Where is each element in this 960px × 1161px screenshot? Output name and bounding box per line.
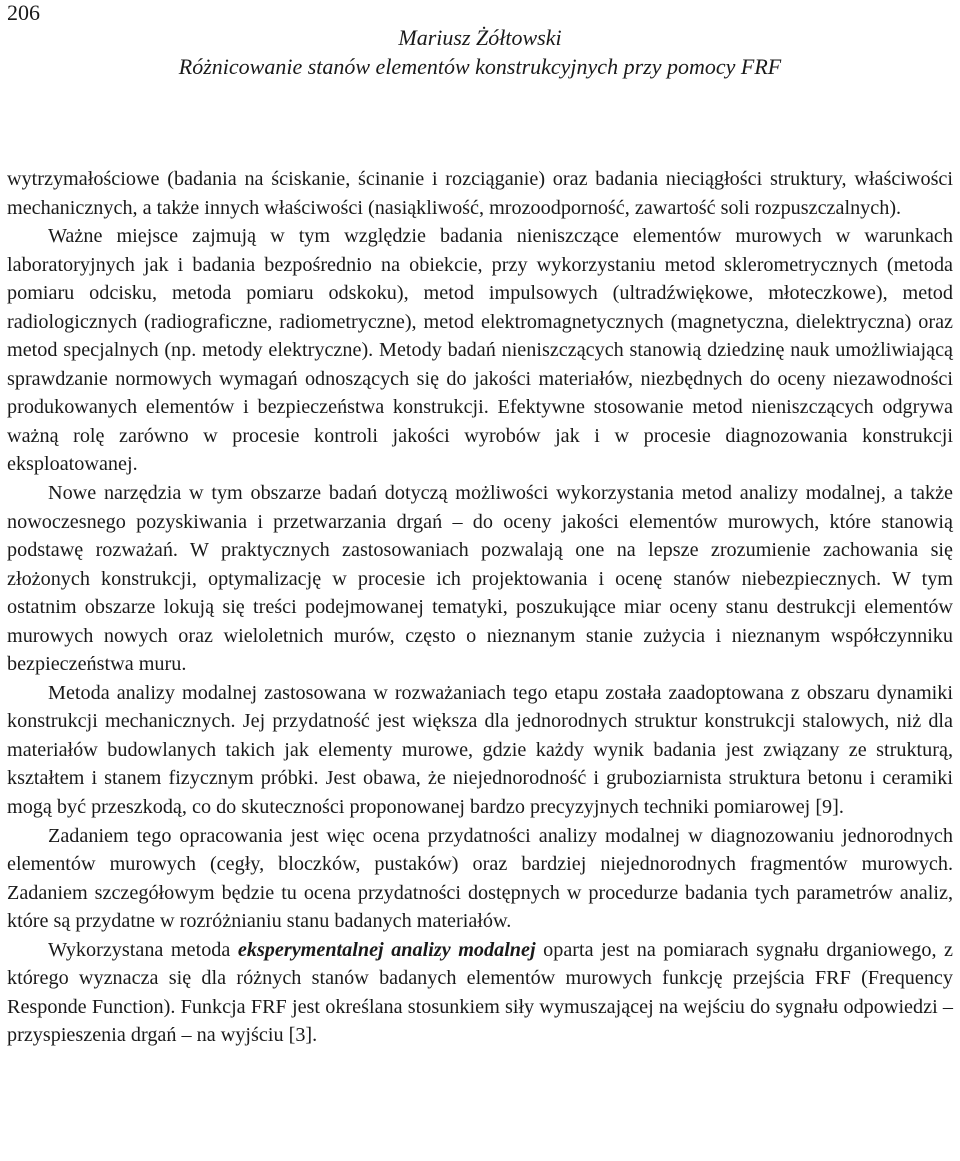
paragraph: Nowe narzędzia w tym obszarze badań dotyczą możliwości wykorzystania metod analizy modalnej, a także nowoczesnego pozyskiwania i przetwarzania drgań – do oceny jakości elementów murowych, które stanowią podstawę rozważań. W praktycznych zastosowaniach pozwalają one na lepsze zrozumienie zachowania się złożonych konstrukcji, optymalizację w procesie ich projektowania i ocenę stanów niebezpiecznych. W tym ostatnim obszarze lokują się treści podejmowanej tematyki, poszukujące miar oceny stanu destrukcji elementów murowych nowych oraz wieloletnich murów, często o nieznanym stanie zużycia i nieznanym współczynniku bezpieczeństwa muru. <box>7 482 953 676</box>
paragraph: wytrzymałościowe (badania na ściskanie, ścinanie i rozciąganie) oraz badania nieciągłości struktury, właściwości mechanicznych, a także innych właściwości (nasiąkliwość, mrozoodporność, zawartość soli rozpuszczalnych). <box>7 168 953 219</box>
paragraph: Metoda analizy modalnej zastosowana w rozważaniach tego etapu została zaadoptowana z obszaru dynamiki konstrukcji mechanicznych. Jej przydatność jest większa dla jednorodnych struktur konstrukcji stalowych, niż dla materiałów budowlanych takich jak elementy murowe, gdzie każdy wynik badania jest związany ze strukturą, kształtem i stanem fizycznym próbki. Jest obawa, że niejednorodność i gruboziarnista struktura betonu i ceramiki mogą być przeszkodą, co do skuteczności proponowanej bardzo precyzyjnych techniki pomiarowej [9]. <box>7 681 953 819</box>
emphasized-term: eksperymentalnej analizy modalnej <box>237 938 536 961</box>
paragraph <box>7 936 953 1050</box>
header-title: Różnicowanie stanów elementów konstrukcyjnych przy pomocy FRF <box>178 54 782 79</box>
article-body <box>7 165 953 1050</box>
running-header <box>0 23 960 81</box>
page-number: 206 <box>7 0 40 25</box>
header-author: Mariusz Żółtowski <box>398 25 562 50</box>
paragraph-text: Wykorzystana metoda <box>48 938 238 961</box>
paragraph-text: oparta jest na pomiarach sygnału drganiowego, z którego wyznacza się dla różnych stanów badanych elementów murowych funkcję przejścia FRF (Frequency Responde Function). Funkcja FRF jest określana stosunkiem siły wymuszającej na wejściu do sygnału odpowiedzi – przyspieszenia drgań – na wyjściu [3]. <box>7 938 953 1047</box>
paragraph: Zadaniem tego opracowania jest więc ocena przydatności analizy modalnej w diagnozowaniu jednorodnych elementów murowych (cegły, bloczków, pustaków) oraz bardziej niejednorodnych fragmentów murowych. Zadaniem szczegółowym będzie tu ocena przydatności dostępnych w procedurze badania tych parametrów analiz, które są przydatne w rozróżnianiu stanu badanych materiałów. <box>7 824 953 933</box>
paragraph: Ważne miejsce zajmują w tym względzie badania nieniszczące elementów murowych w warunkach laboratoryjnych jak i badania bezpośrednio na obiekcie, przy wykorzystaniu metod sklerometrycznych (metoda pomiaru odcisku, metoda pomiaru odskoku), metod impulsowych (ultradźwiękowe, młoteczkowe), metod radiologicznych (radiograficzne, radiometryczne), metod elektromagnetycznych (magnetyczna, dielektryczna) oraz metod specjalnych (np. metody elektryczne). Metody badań nieniszczących stanowią dziedzinę nauk umożliwiającą sprawdzanie normowych wymagań odnoszących się do jakości materiałów, niezbędnych do oceny niezawodności produkowanych elementów i bezpieczeństwa konstrukcji. Efektywne stosowanie metod nieniszczących odgrywa ważną rolę zarówno w procesie kontroli jakości wyrobów jak i w procesie diagnozowania konstrukcji eksploatowanej. <box>7 225 953 476</box>
